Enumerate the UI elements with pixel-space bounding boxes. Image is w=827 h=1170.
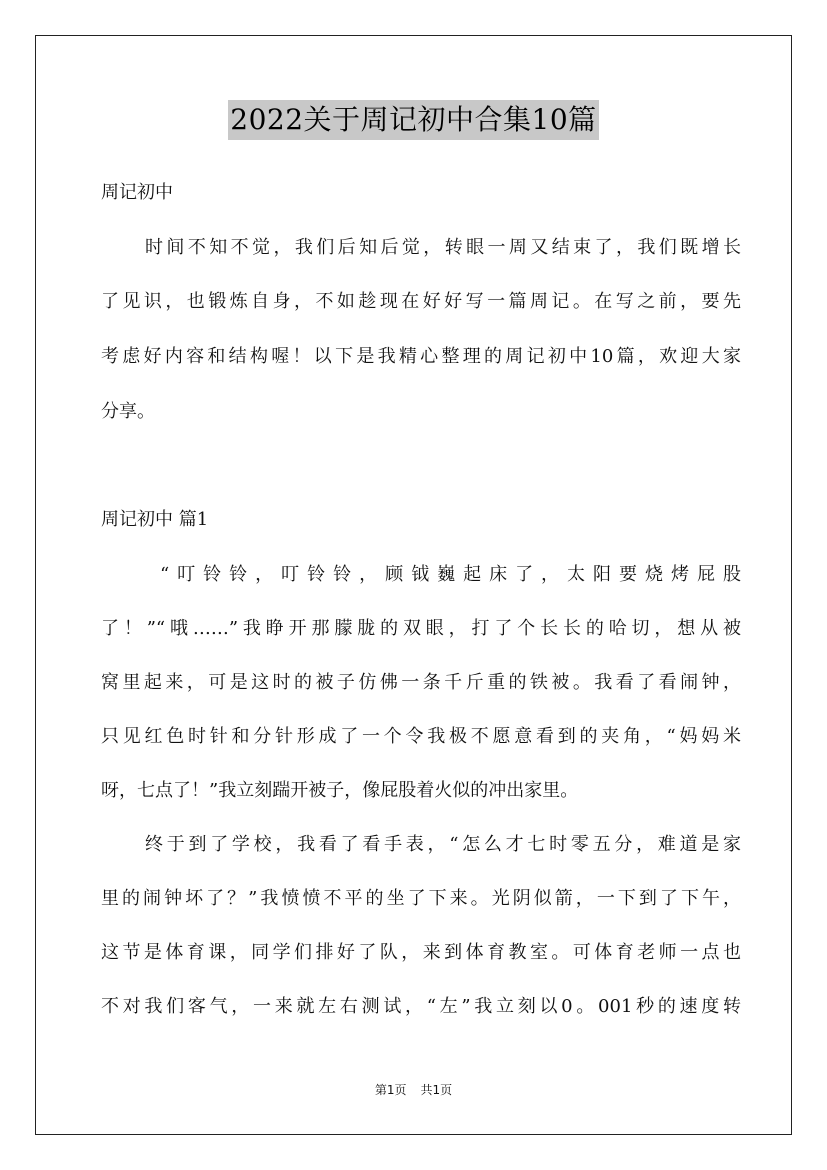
page-footer bbox=[0, 1082, 827, 1098]
para2-line-4: 不对我们客气，一来就左右测试，“左”我立刻以0。001秒的速度转 bbox=[101, 996, 741, 1017]
para1-line-1: “叮铃铃，叮铃铃，顾钺巍起床了，太阳要烧烤屁股 bbox=[160, 564, 741, 585]
para1-line-2: 了！”“哦……”我睁开那朦胧的双眼，打了个长长的哈切，想从被 bbox=[101, 618, 741, 639]
page-total: 共1页 bbox=[420, 1083, 453, 1097]
intro-line-3: 考虑好内容和结构喔！以下是我精心整理的周记初中10篇，欢迎大家 bbox=[101, 346, 741, 367]
para2-line-3: 这节是体育课，同学们排好了队，来到体育教室。可体育老师一点也 bbox=[101, 942, 741, 963]
para2-line-2: 里的闹钟坏了？”我愤愤不平的坐了下来。光阴似箭，一下到了下午， bbox=[101, 888, 741, 909]
para1-line-4: 只见红色时针和分针形成了一个令我极不愿意看到的夹角，“妈妈米 bbox=[101, 726, 741, 747]
intro-line-1: 时间不知不觉，我们后知后觉，转眼一周又结束了，我们既增长 bbox=[145, 237, 741, 258]
para1-line-5: 呀，七点了！”我立刻踹开被子，像屁股着火似的冲出家里。 bbox=[101, 780, 579, 801]
para2-line-1: 终于到了学校，我看了看手表，“怎么才七时零五分，难道是家 bbox=[145, 834, 741, 855]
intro-heading: 周记初中 bbox=[101, 182, 173, 203]
document-title: 2022关于周记初中合集10篇 bbox=[228, 100, 598, 140]
page-number: 第1页 bbox=[374, 1083, 407, 1097]
intro-line-2: 了见识，也锻炼自身，不如趁现在好好写一篇周记。在写之前，要先 bbox=[101, 291, 741, 312]
intro-line-4: 分享。 bbox=[101, 401, 155, 422]
section-heading: 周记初中 篇1 bbox=[101, 509, 209, 530]
title-container bbox=[0, 100, 827, 140]
para1-line-3: 窝里起来，可是这时的被子仿佛一条千斤重的铁被。我看了看闹钟， bbox=[101, 672, 741, 693]
